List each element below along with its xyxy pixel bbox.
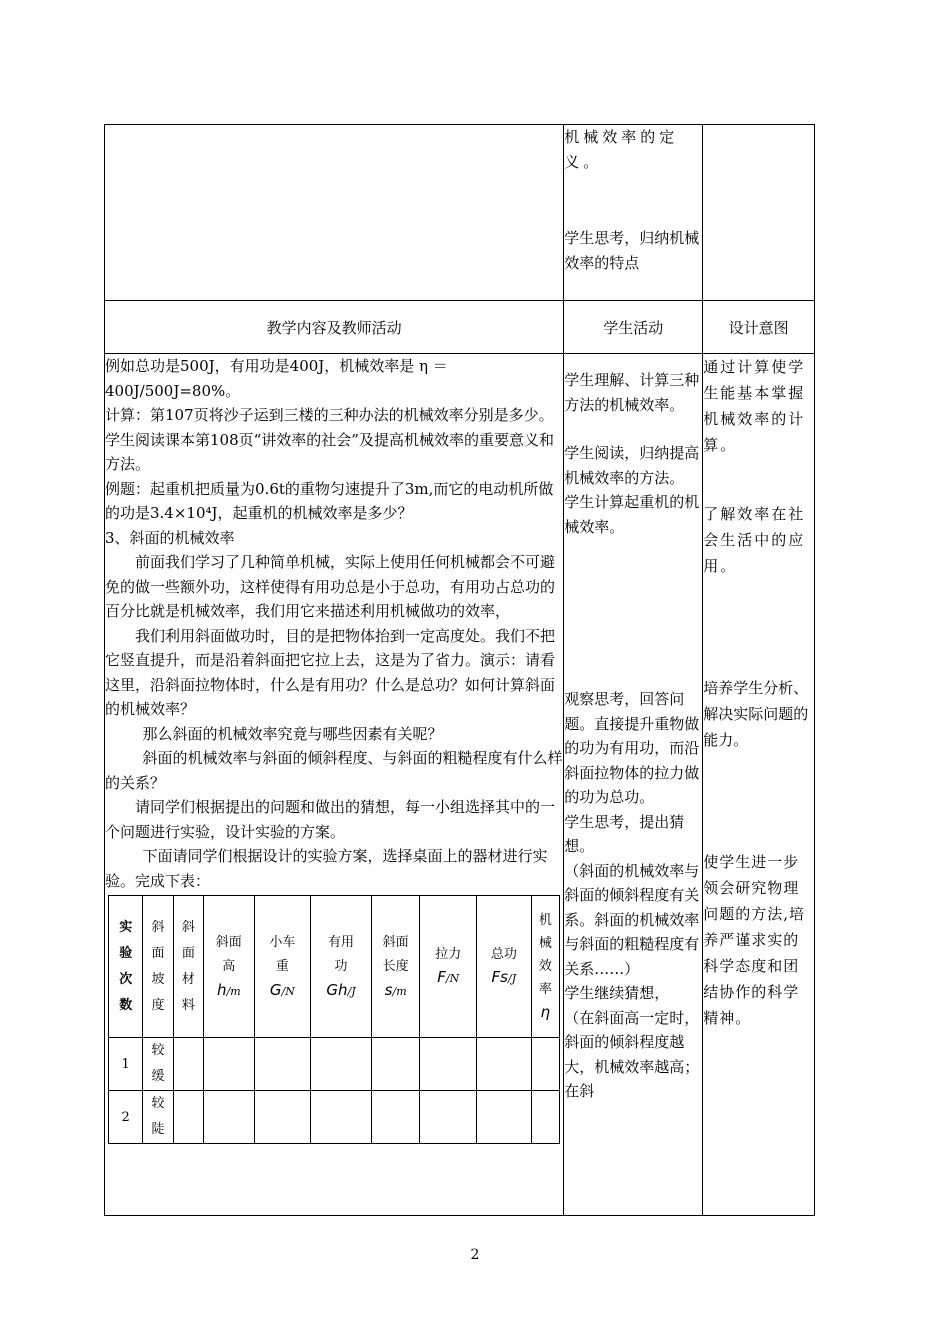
exp-cell <box>204 1038 255 1091</box>
header-teaching-content: 教学内容及教师活动 <box>105 301 564 354</box>
exp-cell <box>371 1038 420 1091</box>
exp-cell <box>311 1091 372 1144</box>
experiment-row <box>109 1091 560 1144</box>
exp-cell <box>420 1091 477 1144</box>
exp-cell <box>204 1091 255 1144</box>
exp-cell <box>173 1038 203 1091</box>
exp-row-slope: 较缓 <box>143 1038 173 1091</box>
top-row-col2 <box>564 125 703 301</box>
exp-cell <box>477 1091 532 1144</box>
header-student-activity: 学生活动 <box>564 301 703 354</box>
exp-header-total-work: 总功 Fs/J <box>477 896 532 1038</box>
content-paragraph: 学生阅读课本第108页“讲效率的社会”及提高机械效率的重要意义和方法。 <box>105 430 554 473</box>
activity-paragraph: 观察思考，回答问题。直接提升重物做的功为有用功，而沿斜面拉物体的拉力做的功为总功。 <box>564 690 700 806</box>
exp-header-useful-work: 有用功 Gh/J <box>311 896 372 1038</box>
section-heading: 3、斜面的机械效率 <box>105 528 235 547</box>
exp-cell <box>173 1091 203 1144</box>
content-paragraph: 请同学们根据提出的问题和做出的猜想，每一小组选择其中的一个问题进行实验，设计实验的方案。 <box>105 798 556 841</box>
content-row <box>105 354 815 1216</box>
experiment-table <box>108 895 560 1144</box>
top-row-col1 <box>105 125 564 301</box>
exp-cell <box>311 1038 372 1091</box>
content-paragraph: 计算：第107页将沙子运到三楼的三种办法的机械效率分别是多少。 <box>105 406 554 424</box>
activity-paragraph: 学生思考，提出猜想。 <box>564 812 685 855</box>
exp-header-cart-weight: 小车重 G/N <box>254 896 311 1038</box>
content-paragraph: 斜面的机械效率与斜面的倾斜程度、与斜面的粗糙程度有什么样的关系？ <box>105 749 563 792</box>
exp-row-number: 2 <box>109 1091 143 1144</box>
page-number: 2 <box>470 1247 480 1263</box>
content-paragraph: 例如总功是500J，有用功是400J，机械效率是 η ＝400J/500J=80%。 <box>105 357 448 400</box>
intent-paragraph: 使学生进一步领会研究物理问题的方法,培养严谨求实的科学态度和团结协作的科学精神。 <box>703 853 805 1027</box>
exp-row-number: 1 <box>109 1038 143 1091</box>
exp-cell <box>477 1038 532 1091</box>
exp-header-efficiency: 机械效率 η <box>531 896 559 1038</box>
content-paragraph: 那么斜面的机械效率究竟与哪些因素有关呢？ <box>142 724 443 743</box>
exp-header-material: 斜面材料 <box>173 896 203 1038</box>
student-activity-cell <box>564 354 703 1216</box>
top-row <box>105 125 815 301</box>
intent-paragraph: 了解效率在社会生活中的应用。 <box>703 505 806 575</box>
exp-cell <box>254 1038 311 1091</box>
content-paragraph: 前面我们学习了几种简单机械，实际上使用任何机械都会不可避免的做一些额外功，这样使得有用功总是小于总功，有用功占总功的百分比就是机械效率，我们用它来描述利用机械做功的效率， <box>105 553 556 620</box>
content-paragraph: 例题：起重机把质量为0.6t的重物匀速提升了3m,而它的电动机所做的功是3.4×10⁴J，起重机的机械效率是多少？ <box>105 479 554 522</box>
exp-header-pull-force: 拉力 F/N <box>420 896 477 1038</box>
content-paragraph: 我们利用斜面做功时，目的是把物体抬到一定高度处。我们不把它竖直提升，而是沿着斜面把它拉上去，这是为了省力。演示：请看这里，沿斜面拉物体时，什么是有用功？什么是总功？如何计算斜面的机械效率？ <box>105 626 556 718</box>
top-row-col3 <box>703 125 815 301</box>
exp-cell <box>254 1091 311 1144</box>
intent-paragraph: 培养学生分析、解决实际问题的能力。 <box>703 679 809 749</box>
intent-paragraph: 通过计算使学生能基本掌握机械效率的计算。 <box>703 358 806 454</box>
exp-header-height: 斜面高 h/m <box>204 896 255 1038</box>
exp-cell <box>531 1091 559 1144</box>
activity-paragraph: 学生理解、计算三种方法的机械效率。 <box>564 371 700 414</box>
activity-paragraph: 学生计算起重机的机械效率。 <box>564 493 700 536</box>
exp-header-trial: 实验次数 <box>109 896 143 1038</box>
content-paragraph: 下面请同学们根据设计的实验方案，选择桌面上的器材进行实验。完成下表： <box>105 847 548 890</box>
top-col2-line: 学生思考，归纳机械效率的特点 <box>564 229 700 272</box>
activity-paragraph: （斜面的机械效率与斜面的倾斜程度有关系。斜面的机械效率与斜面的粗糙程度有关系……） <box>564 861 700 978</box>
exp-cell <box>531 1038 559 1091</box>
teaching-content-cell <box>105 354 564 1216</box>
exp-cell <box>371 1091 420 1144</box>
experiment-row <box>109 1038 560 1091</box>
lesson-plan-table <box>104 124 815 1216</box>
exp-cell <box>420 1038 477 1091</box>
design-intent-cell <box>703 354 815 1216</box>
experiment-header-row <box>109 896 560 1038</box>
exp-row-slope: 较陡 <box>143 1091 173 1144</box>
top-col2-line: 机械效率的定义。 <box>564 128 679 171</box>
activity-paragraph: 学生继续猜想， <box>564 984 670 1002</box>
exp-header-slope-length: 斜面长度 s/m <box>371 896 420 1038</box>
activity-paragraph: （在斜面高一定时，斜面的倾斜程度越大，机械效率越高；在斜 <box>564 1008 700 1100</box>
header-design-intent: 设计意图 <box>703 301 815 354</box>
header-row <box>105 301 815 354</box>
activity-paragraph: 学生阅读，归纳提高机械效率的方法。 <box>564 444 700 487</box>
exp-header-slope: 斜面坡度 <box>143 896 173 1038</box>
